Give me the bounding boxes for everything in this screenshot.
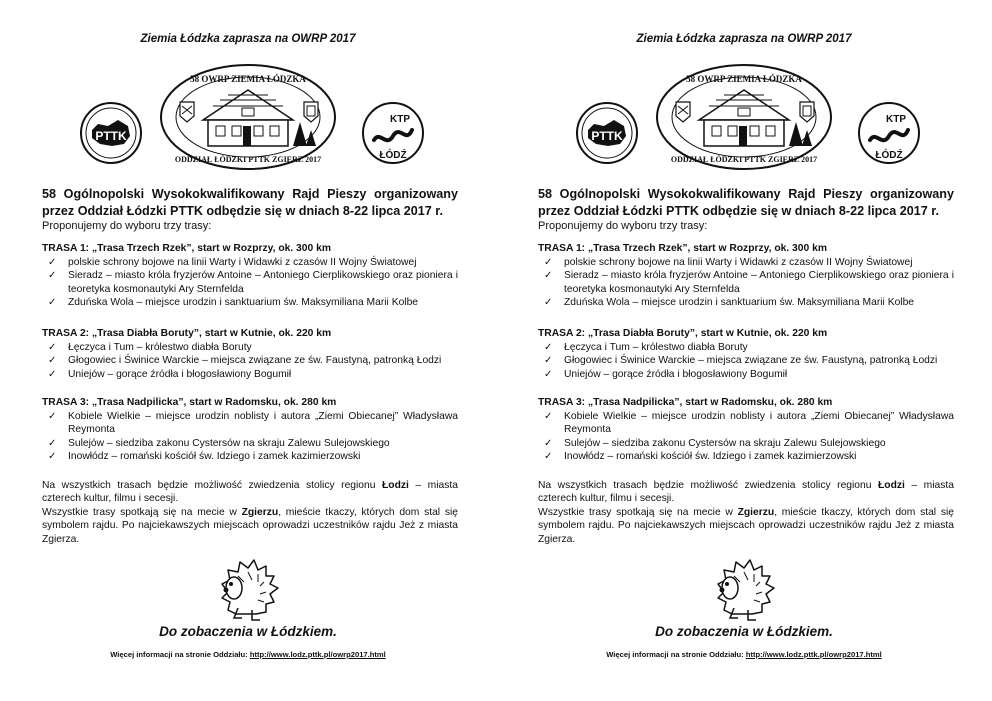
route-1: [538, 242, 954, 310]
list-item: ✓ Kobiele Wielkie – miejsce urodzin noblisty i autora „Ziemi Obiecanej” Władysława Reymonta: [544, 410, 954, 436]
list-item: ✓ polskie schrony bojowe na linii Warty i Widawki z czasów II Wojny Światowej: [48, 256, 417, 268]
checkmark-icon: ✓: [544, 341, 553, 353]
checkmark-icon: ✓: [544, 410, 553, 422]
route-title: TRASA 3: „Trasa Nadpilicka”, start w Radomsku, ok. 280 km: [538, 397, 833, 408]
list-item: ✓ Sieradz – miasto króla fryzjerów Antoine – Antoniego Cierplikowskiego oraz pioniera i teoretyka kosmonautyki Ary Sternfelda: [544, 270, 954, 295]
website-link[interactable]: http://www.lodz.pttk.pl/owrp2017.html: [249, 650, 386, 659]
more-info-line: [496, 650, 992, 659]
closing-text: [42, 479, 458, 546]
checkmark-icon: ✓: [544, 256, 553, 268]
checkmark-icon: ✓: [48, 270, 57, 282]
svg-text:58 OWRP ZIEMIA ŁÓDZKA: 58 OWRP ZIEMIA ŁÓDZKA: [190, 74, 306, 84]
route-items: [42, 341, 458, 382]
farewell-text: Do zobaczenia w Łódzkiem.: [655, 624, 833, 639]
intro-text: Proponujemy do wyboru trzy trasy:: [42, 220, 212, 232]
route-title: TRASA 3: „Trasa Nadpilicka”, start w Radomsku, ok. 280 km: [42, 397, 337, 408]
checkmark-icon: ✓: [544, 451, 553, 463]
list-item: ✓ Sieradz – miasto króla fryzjerów Antoine – Antoniego Cierplikowskiego oraz pioniera i teoretyka kosmonautyki Ary Sternfelda: [48, 270, 458, 295]
list-item: ✓ polskie schrony bojowe na linii Warty i Widawki z czasów II Wojny Światowej: [544, 256, 913, 268]
svg-text:PTTK: PTTK: [95, 129, 127, 143]
route-title: TRASA 2: „Trasa Diabła Boruty”, start w Kutnie, ok. 220 km: [42, 328, 332, 339]
checkmark-icon: ✓: [544, 368, 553, 380]
list-item: ✓ Łęczyca i Tum – królestwo diabła Boruty: [48, 341, 252, 353]
route-2: [538, 327, 954, 381]
list-item: ✓ Sulejów – siedziba zakonu Cystersów na skraju Zalewu Sulejowskiego: [48, 437, 390, 449]
checkmark-icon: ✓: [544, 437, 553, 449]
checkmark-icon: ✓: [48, 341, 57, 353]
closing-paragraph-1: Na wszystkich trasach będzie możliwość zwiedzenia stolicy regionu Łodzi – miasta czterech kultur, filmu i secesji.: [42, 480, 458, 505]
route-3: [42, 396, 458, 464]
owrp-main-logo: [654, 62, 834, 172]
route-items: [42, 256, 458, 310]
svg-text:ŁÓDŹ: ŁÓDŹ: [875, 150, 903, 161]
route-title: TRASA 2: „Trasa Diabła Boruty”, start w Kutnie, ok. 220 km: [538, 328, 828, 339]
checkmark-icon: ✓: [48, 355, 57, 367]
list-item: ✓ Sulejów – siedziba zakonu Cystersów na skraju Zalewu Sulejowskiego: [544, 437, 886, 449]
owrp-main-logo: [158, 62, 338, 172]
svg-text:ODDZIAŁ ŁÓDZKI PTTK ZGIERZ 201: ODDZIAŁ ŁÓDZKI PTTK ZGIERZ 2017: [670, 155, 818, 164]
svg-text:KTP: KTP: [886, 114, 906, 125]
list-item: ✓ Zduńska Wola – miejsce urodzin i sanktuarium św. Maksymiliana Marii Kolbe: [544, 297, 915, 309]
ktp-lodz-logo: [856, 100, 922, 166]
closing-paragraph-2: Wszystkie trasy spotkają się na mecie w Zgierzu, mieście tkaczy, których dom stal się symbolem rajdu. Po najciekawszych miejscach oprowadzi uczestników rajdu Jeż z miasta Zgierza.: [538, 506, 954, 545]
list-item: ✓ Uniejów – gorące źródła i błogosławiony Bogumił: [48, 368, 292, 380]
flyer-page-right: [496, 0, 992, 701]
svg-text:ODDZIAŁ ŁÓDZKI PTTK ZGIERZ 201: ODDZIAŁ ŁÓDZKI PTTK ZGIERZ 2017: [174, 155, 322, 164]
main-heading: 58 Ogólnopolski Wysokokwalifikowany Rajd Pieszy organizowany przez Oddział Łódzki PTTK odbędzie się w dniach 8-22 lipca 2017 r.: [538, 187, 954, 218]
svg-text:58 OWRP ZIEMIA ŁÓDZKA: 58 OWRP ZIEMIA ŁÓDZKA: [686, 74, 802, 84]
more-info-line: [0, 650, 496, 659]
route-3: [538, 396, 954, 464]
route-items: [538, 256, 954, 310]
route-items: [538, 410, 954, 464]
checkmark-icon: ✓: [48, 410, 57, 422]
checkmark-icon: ✓: [48, 256, 57, 268]
list-item: ✓ Kobiele Wielkie – miejsce urodzin noblisty i autora „Ziemi Obiecanej” Władysława Reymonta: [48, 410, 458, 436]
intro-text: Proponujemy do wyboru trzy trasy:: [538, 220, 708, 232]
route-title: TRASA 1: „Trasa Trzech Rzek”, start w Rozprzy, ok. 300 km: [538, 243, 827, 254]
closing-paragraph-2: Wszystkie trasy spotkają się na mecie w Zgierzu, mieście tkaczy, których dom stal się symbolem rajdu. Po najciekawszych miejscach oprowadzi uczestników rajdu Jeż z miasta Zgierza.: [42, 506, 458, 545]
website-link[interactable]: http://www.lodz.pttk.pl/owrp2017.html: [745, 650, 882, 659]
list-item: ✓ Głogowiec i Świnice Warckie – miejsca związane ze św. Faustyną, patronką Łodzi: [544, 355, 938, 367]
checkmark-icon: ✓: [48, 297, 57, 309]
list-item: ✓ Łęczyca i Tum – królestwo diabła Boruty: [544, 341, 748, 353]
logos-row: [496, 52, 992, 177]
svg-text:PTTK: PTTK: [591, 129, 623, 143]
list-item: ✓ Inowłódz – romański kościół św. Idziego i zamek kazimierzowski: [48, 451, 361, 463]
checkmark-icon: ✓: [544, 355, 553, 367]
pttk-logo: [574, 100, 640, 166]
list-item: ✓ Inowłódz – romański kościół św. Idziego i zamek kazimierzowski: [544, 451, 857, 463]
closing-paragraph-1: Na wszystkich trasach będzie możliwość zwiedzenia stolicy regionu Łodzi – miasta czterech kultur, filmu i secesji.: [538, 480, 954, 505]
checkmark-icon: ✓: [48, 451, 57, 463]
route-items: [42, 410, 458, 464]
hedgehog-mascot: [208, 552, 288, 622]
more-info-label: Więcej informacji na stronie Oddziału:: [110, 650, 250, 659]
checkmark-icon: ✓: [48, 368, 57, 380]
route-1: [42, 242, 458, 310]
closing-text: [538, 479, 954, 546]
flyer-header: Ziemia Łódzka zaprasza na OWRP 2017: [636, 33, 852, 45]
main-heading: 58 Ogólnopolski Wysokokwalifikowany Rajd Pieszy organizowany przez Oddział Łódzki PTTK odbędzie się w dniach 8-22 lipca 2017 r.: [42, 187, 458, 218]
ktp-lodz-logo: [360, 100, 426, 166]
more-info-label: Więcej informacji na stronie Oddziału:: [606, 650, 746, 659]
checkmark-icon: ✓: [544, 297, 553, 309]
route-items: [538, 341, 954, 382]
flyer-header: Ziemia Łódzka zaprasza na OWRP 2017: [140, 33, 356, 45]
pttk-logo: [78, 100, 144, 166]
logos-row: [0, 52, 496, 177]
checkmark-icon: ✓: [48, 437, 57, 449]
route-title: TRASA 1: „Trasa Trzech Rzek”, start w Rozprzy, ok. 300 km: [42, 243, 331, 254]
list-item: ✓ Uniejów – gorące źródła i błogosławiony Bogumił: [544, 368, 788, 380]
list-item: ✓ Głogowiec i Świnice Warckie – miejsca związane ze św. Faustyną, patronką Łodzi: [48, 355, 442, 367]
farewell-text: Do zobaczenia w Łódzkiem.: [159, 624, 337, 639]
route-2: [42, 327, 458, 381]
checkmark-icon: ✓: [544, 270, 553, 282]
svg-text:ŁÓDŹ: ŁÓDŹ: [379, 150, 407, 161]
svg-text:KTP: KTP: [390, 114, 410, 125]
hedgehog-mascot: [704, 552, 784, 622]
list-item: ✓ Zduńska Wola – miejsce urodzin i sanktuarium św. Maksymiliana Marii Kolbe: [48, 297, 419, 309]
